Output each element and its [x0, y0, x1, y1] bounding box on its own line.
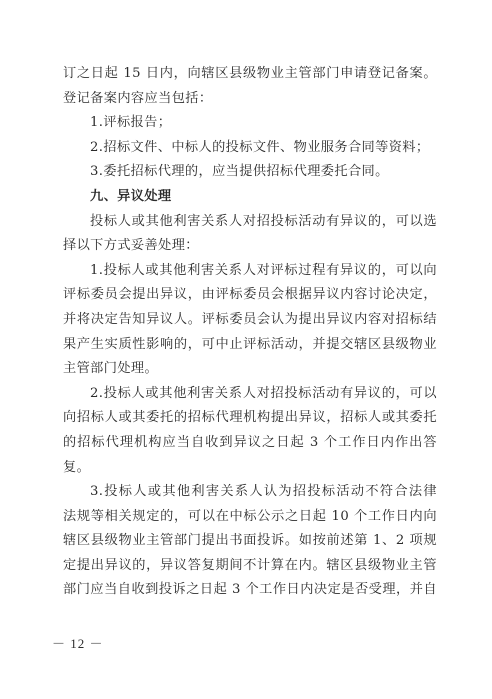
text-line-8: 择以下方式妥善处理：: [63, 238, 199, 254]
text-line-9: 1.投标人或其他利害关系人对评标过程有异议的，可以向: [90, 262, 437, 278]
text-line-11: 并将决定告知异议人。评标委员会认为提出异议内容对招标结: [63, 311, 437, 327]
text-line-17: 复。: [63, 459, 91, 475]
list-item-2: 2.招标文件、中标人的投标文件、物业服务合同等资料；: [90, 139, 430, 155]
text-line-7: 投标人或其他利害关系人对招投标活动有异议的，可以选: [90, 213, 437, 229]
text-line-10: 评标委员会提出异议，由评标委员会根据异议内容讨论决定，: [63, 287, 437, 303]
page-number: － 12 －: [52, 636, 104, 651]
text-line-2: 登记备案内容应当包括：: [63, 90, 213, 106]
text-line-21: 定提出异议的，异议答复期间不计算在内。辖区县级物业主管: [63, 557, 437, 573]
text-line-16: 的招标代理机构应当自收到异议之日起 3 个工作日内作出答: [63, 434, 437, 450]
section-heading: 九、异议处理: [90, 188, 172, 204]
text-line-20: 辖区县级物业主管部门提出书面投诉。如按前述第 1、2 项规: [63, 533, 437, 549]
list-item-1: 1.评标报告；: [90, 115, 172, 131]
text-line-15: 向招标人或其委托的招标代理机构提出异议，招标人或其委托: [63, 410, 437, 426]
text-line-18: 3.投标人或其他利害关系人认为招投标活动不符合法律: [90, 484, 437, 500]
text-line-19: 法规等相关规定的，可以在中标公示之日起 10 个工作日内向: [63, 508, 437, 524]
text-line-1: 订之日起 15 日内，向辖区县级物业主管部门申请登记备案。: [63, 66, 437, 81]
body-text: [63, 62, 437, 603]
text-line-12: 果产生实质性影响的，可中止评标活动，并提交辖区县级物业: [63, 336, 437, 352]
text-line-13: 主管部门处理。: [63, 361, 159, 377]
text-line-14: 2.投标人或其他利害关系人对招投标活动有异议的，可以: [90, 385, 437, 401]
text-line-22: 部门应当自收到投诉之日起 3 个工作日内决定是否受理，并自: [63, 582, 437, 598]
list-item-3: 3.委托招标代理的，应当提供招标代理委托合同。: [90, 164, 389, 180]
